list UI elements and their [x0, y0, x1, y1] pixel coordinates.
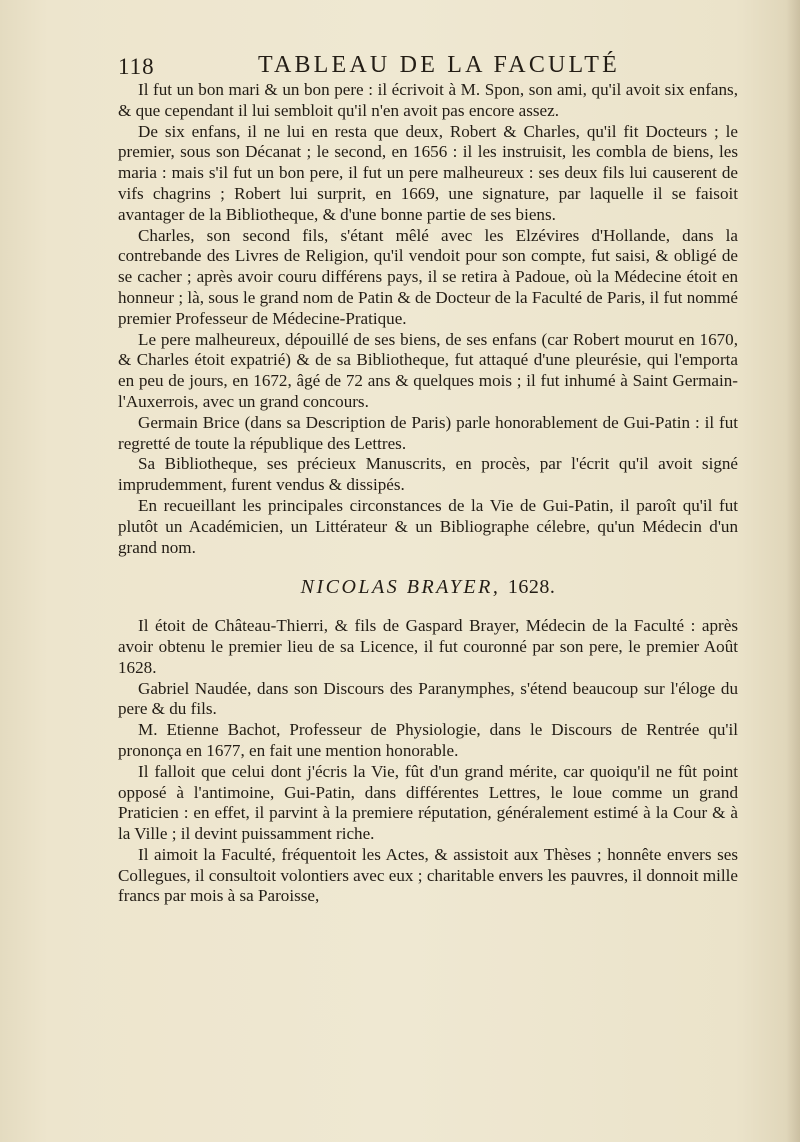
entry-heading-name: NICOLAS BRAYER, — [300, 576, 501, 599]
paragraph: Sa Bibliotheque, ses précieux Manuscrits, en procès, par l'écrit qu'il avoit signé imprudemment, furent vendus & dissipés. — [118, 454, 738, 495]
page-edge-shadow — [786, 0, 800, 1142]
paragraph: Il falloit que celui dont j'écris la Vie, fût d'un grand mérite, car quoiqu'il ne fût point opposé à l'antimoine, Gui-Patin, dans différentes Lettres, le loue comme un grand Praticien : en effet, il parvint à la premiere réputation, généralement estimé à la Cour & à la Ville ; il devint puissamment riche. — [118, 761, 738, 844]
paragraph: De six enfans, il ne lui en resta que deux, Robert & Charles, qu'il fit Docteurs ; le premier, sous son Décanat ; le second, en 1656 : il les instruisit, les combla de biens, les maria : mais s'il fut un bon pere, il fut un pere malheureux : ses deux fils lui causerent de vifs chagrins ; Robert lui surprit, en 1669, une signature, par laquelle il se faisoit avantager de la Bibliotheque, & d'une bonne partie de ses biens. — [118, 121, 738, 224]
paragraph: Germain Brice (dans sa Description de Paris) parle honorablement de Gui-Patin : il fut regretté de toute la république des Lettres. — [118, 412, 738, 453]
paragraph: En recueillant les principales circonstances de la Vie de Gui-Patin, il paroît qu'il fut plutôt un Académicien, un Littérateur & un Bibliographe célebre, qu'un Médecin d'un grand nom. — [118, 495, 738, 557]
page-number: 118 — [118, 54, 155, 79]
running-title: TABLEAU DE LA FACULTÉ — [258, 52, 620, 78]
paragraph: Il fut un bon mari & un bon pere : il écrivoit à M. Spon, son ami, qu'il avoit six enfans, & que cependant il lui sembloit qu'il n'en avoit pas encore assez. — [118, 80, 738, 120]
entry-heading-year: 1628. — [507, 576, 556, 599]
paragraph: Il étoit de Château-Thierri, & fils de Gaspard Brayer, Médecin de la Faculté : après avoir obtenu le premier lieu de sa Licence, il fut couronné par son pere, le premier Août 1628. — [118, 616, 738, 677]
page-header — [118, 52, 738, 82]
paragraph: Le pere malheureux, dépouillé de ses biens, de ses enfans (car Robert mourut en 1670, & Charles étoit expatrié) & de sa Bibliotheque, fut attaqué d'une pleurésie, qui l'emporta en peu de jours, en 1672, âgé de 72 ans & quelques mois ; il fut inhumé à Saint Germain-l'Auxerrois, avec un grand concours. — [118, 329, 738, 411]
paragraph: Charles, son second fils, s'étant mêlé avec les Elzévires d'Hollande, dans la contrebande des Livres de Religion, qu'il vendoit pour son compte, fut saisi, & obligé de se cacher ; après avoir couru différens pays, il se retira à Padoue, où la Médecine étoit en honneur ; là, sous le grand nom de Patin & de Docteur de la Faculté de Paris, il fut nommé premier Professeur de Médecine-Pratique. — [118, 225, 738, 328]
paragraph: Gabriel Naudée, dans son Discours des Paranymphes, s'étend beaucoup sur l'éloge du pere & du fils. — [118, 678, 738, 719]
paragraph: M. Etienne Bachot, Professeur de Physiologie, dans le Discours de Rentrée qu'il prononça en 1677, en fait une mention honorable. — [118, 720, 738, 760]
body-text — [118, 80, 738, 907]
paragraph: Il aimoit la Faculté, fréquentoit les Actes, & assistoit aux Thèses ; honnête envers ses Collegues, il consultoit volontiers avec eux ; charitable envers les pauvres, il donnoit mille francs par mois à sa Paroisse, — [118, 844, 738, 906]
entry-heading — [118, 577, 738, 598]
